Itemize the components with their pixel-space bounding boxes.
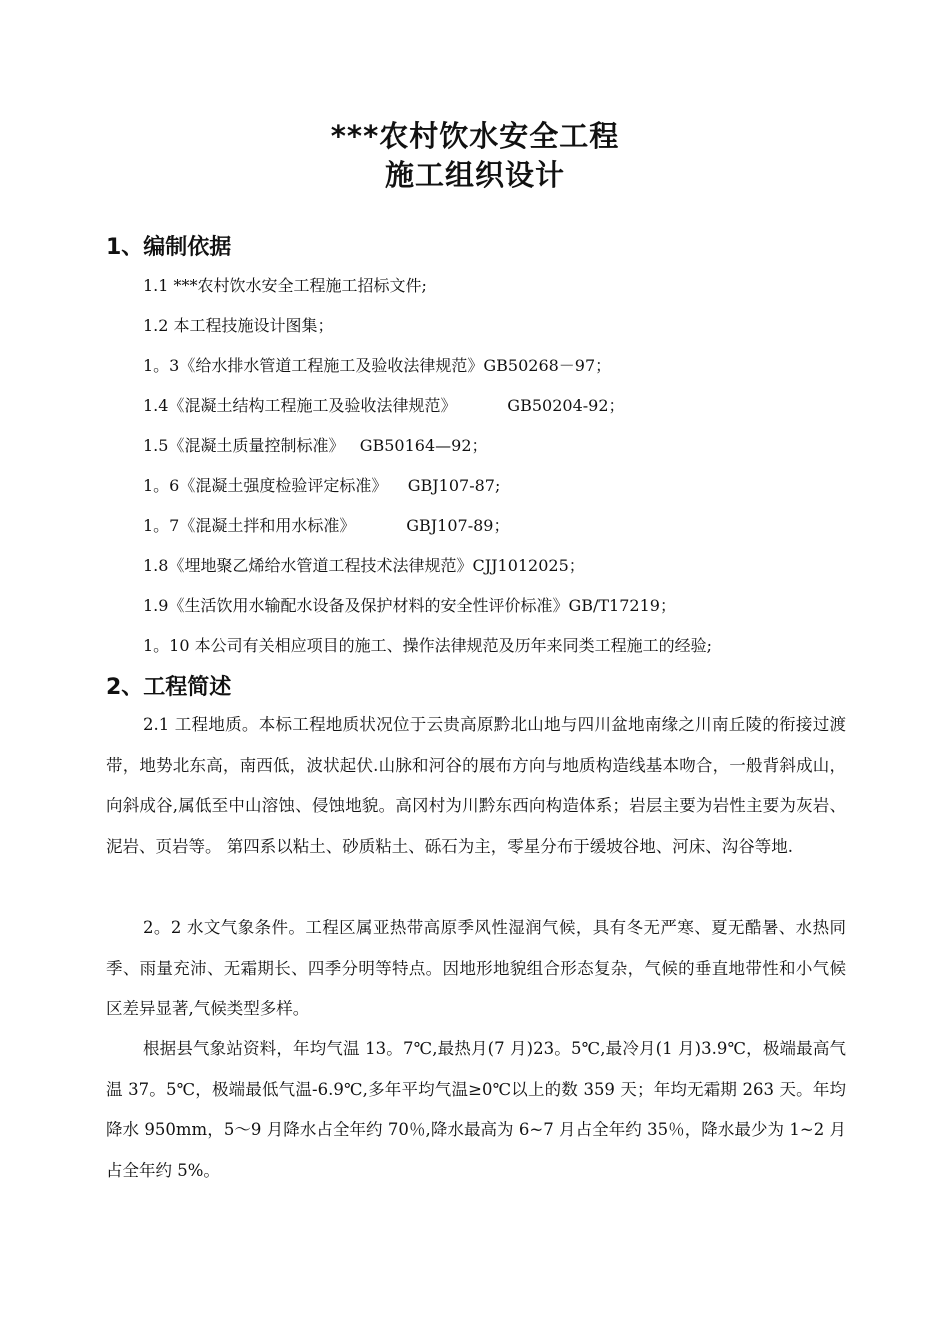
list-item: 1.1 ***农村饮水安全工程施工招标文件; — [143, 276, 427, 295]
document-title: ***农村饮水安全工程 — [330, 119, 620, 153]
paragraph-climate-data: 根据县气象站资料，年均气温 13。7℃,最热月(7 月)23。5℃,最冷月(1 月)3.9℃，极端最高气温 37。5℃，极端最低气温-6.9℃,多年平均气温≥0℃以上的数 359 天；年均无霜期 263 天。年均降水 950mm，5～9 月降水占全年约 70％,降水最高为 6~7 月占全年约 35％，降水最少为 1~2 月占全年约 5%。 — [106, 1039, 846, 1180]
list-item: 1.8《埋地聚乙烯给水管道工程技术法律规范》CJJ1012025； — [143, 556, 585, 575]
list-item: 1。7《混凝土拌和用水标准》 GBJ107-89； — [143, 516, 510, 535]
list-item: 1.4《混凝土结构工程施工及验收法律规范》 GB50204-92； — [143, 396, 625, 415]
basis-list — [143, 272, 712, 672]
list-item: 1。6《混凝土强度检验评定标准》 GBJ107-87; — [143, 476, 501, 495]
document-subtitle: 施工组织设计 — [384, 158, 565, 192]
list-item: 1.2 本工程技施设计图集； — [143, 316, 334, 335]
paragraph-geology: 2.1 工程地质。本标工程地质状况位于云贵高原黔北山地与四川盆地南缘之川南丘陵的衔接过渡带，地势北东高，南西低，波状起伏.山脉和河谷的展布方向与地质构造线基本吻合，一般背斜成山，向斜成谷,属低至中山溶蚀、侵蚀地貌。高冈村为川黔东西向构造体系；岩层主要为岩性主要为灰岩、泥岩、页岩等。 第四系以粘土、砂质粘土、砾石为主，零星分布于缓坡谷地、河床、沟谷等地. — [106, 715, 846, 856]
section-heading-overview: 2、工程简述 — [106, 675, 232, 700]
list-item: 1。10 本公司有关相应项目的施工、操作法律规范及历年来同类工程施工的经验; — [143, 636, 713, 655]
list-item: 1.5《混凝土质量控制标准》 GB50164—92； — [143, 436, 488, 455]
section-heading-basis: 1、编制依据 — [106, 235, 232, 260]
paragraph-hydrology: 2。2 水文气象条件。工程区属亚热带高原季风性湿润气候，具有冬无严寒、夏无酷暑、水热同季、雨量充沛、无霜期长、四季分明等特点。因地形地貌组合形态复杂，气候的垂直地带性和小气候区差异显著,气候类型多样。 — [106, 918, 846, 1018]
list-item: 1.9《生活饮用水输配水设备及保护材料的安全性评价标准》GB/T17219； — [143, 596, 676, 615]
list-item: 1。3《给水排水管道工程施工及验收法律规范》GB50268－97； — [143, 356, 612, 375]
